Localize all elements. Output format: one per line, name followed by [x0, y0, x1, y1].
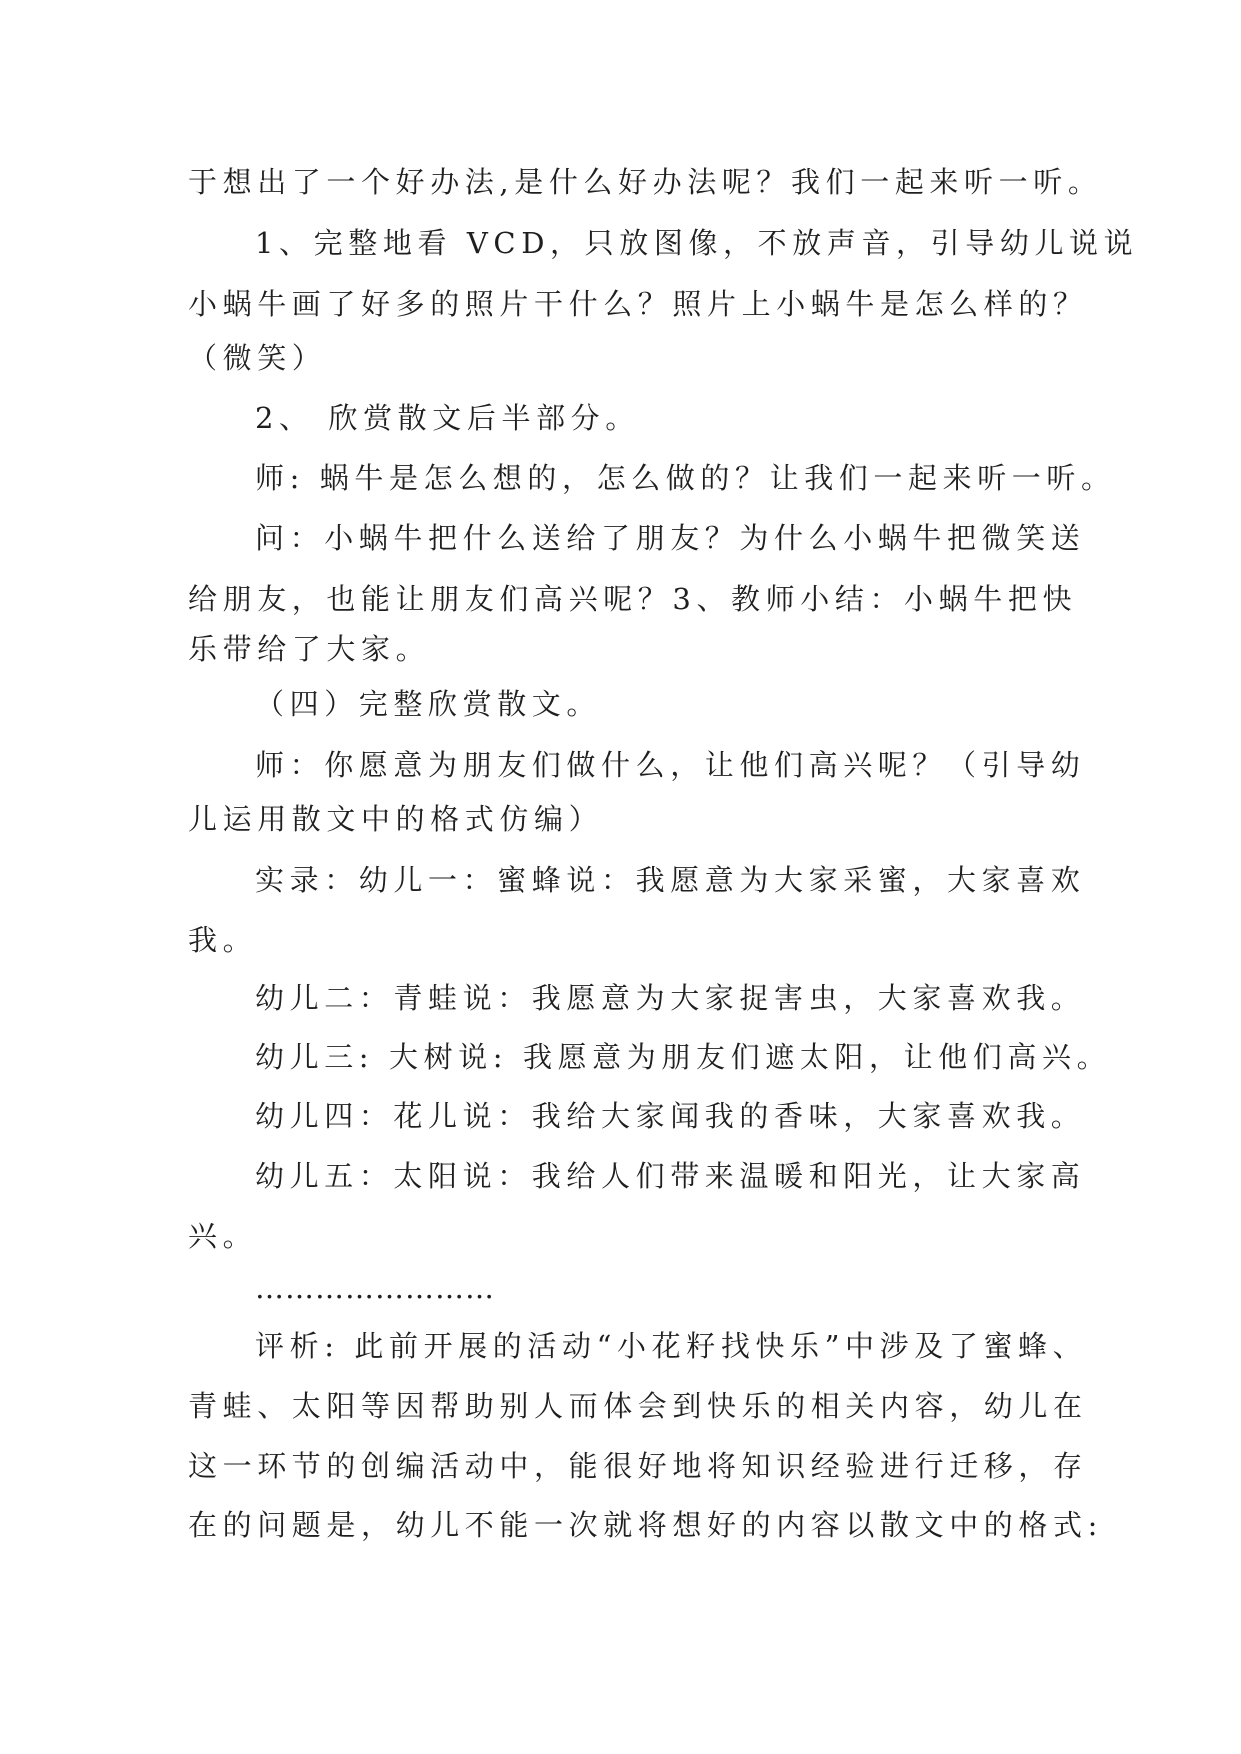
text-line: 兴。	[188, 1219, 258, 1253]
text-line: 师: 蜗牛是怎么想的，怎么做的？让我们一起来听一听。	[255, 461, 1116, 495]
text-line: （四）完整欣赏散文。	[255, 687, 602, 721]
text-line: 于想出了一个好办法,是什么好办法呢？我们一起来听一听。	[188, 165, 1103, 199]
text-line: 1、完整地看 VCD，只放图像，不放声音，引导幼儿说说	[255, 226, 1139, 260]
text-line: 在的问题是，幼儿不能一次就将想好的内容以散文中的格式:	[188, 1508, 1103, 1542]
text-line: （微笑）	[188, 341, 327, 375]
text-line: 实录：幼儿一：蜜蜂说：我愿意为大家采蜜，大家喜欢	[255, 863, 1086, 897]
text-line: 这一环节的创编活动中，能很好地将知识经验进行迁移，存	[188, 1449, 1088, 1483]
text-line: 幼儿三: 大树说: 我愿意为朋友们遮太阳，让他们高兴。	[255, 1040, 1112, 1074]
text-line: 问：小蜗牛把什么送给了朋友？为什么小蜗牛把微笑送	[255, 521, 1086, 555]
text-line: 乐带给了大家。	[188, 632, 431, 666]
text-line: 青蛙、太阳等因帮助别人而体会到快乐的相关内容，幼儿在	[188, 1389, 1088, 1423]
text-line: 师：你愿意为朋友们做什么，让他们高兴呢？（引导幼	[255, 748, 1086, 782]
text-line: 2、 欣赏散文后半部分。	[255, 401, 640, 435]
text-line: 评析: 此前开展的活动“小花籽找快乐”中涉及了蜜蜂、	[255, 1329, 1088, 1363]
text-line: 儿运用散文中的格式仿编）	[188, 802, 604, 836]
text-line: 幼儿四：花儿说：我给大家闻我的香味，大家喜欢我。	[255, 1099, 1086, 1133]
text-line: 给朋友，也能让朋友们高兴呢？3、教师小结：小蜗牛把快	[188, 582, 1078, 616]
ellipsis-separator: ……………………	[255, 1271, 495, 1305]
text-line: 幼儿五：太阳说：我给人们带来温暖和阳光，让大家高	[255, 1159, 1086, 1193]
text-line: 小蜗牛画了好多的照片干什么？照片上小蜗牛是怎么样的？	[188, 287, 1088, 321]
text-line: 幼儿二：青蛙说：我愿意为大家捉害虫，大家喜欢我。	[255, 981, 1086, 1015]
text-line: 我。	[188, 923, 258, 957]
